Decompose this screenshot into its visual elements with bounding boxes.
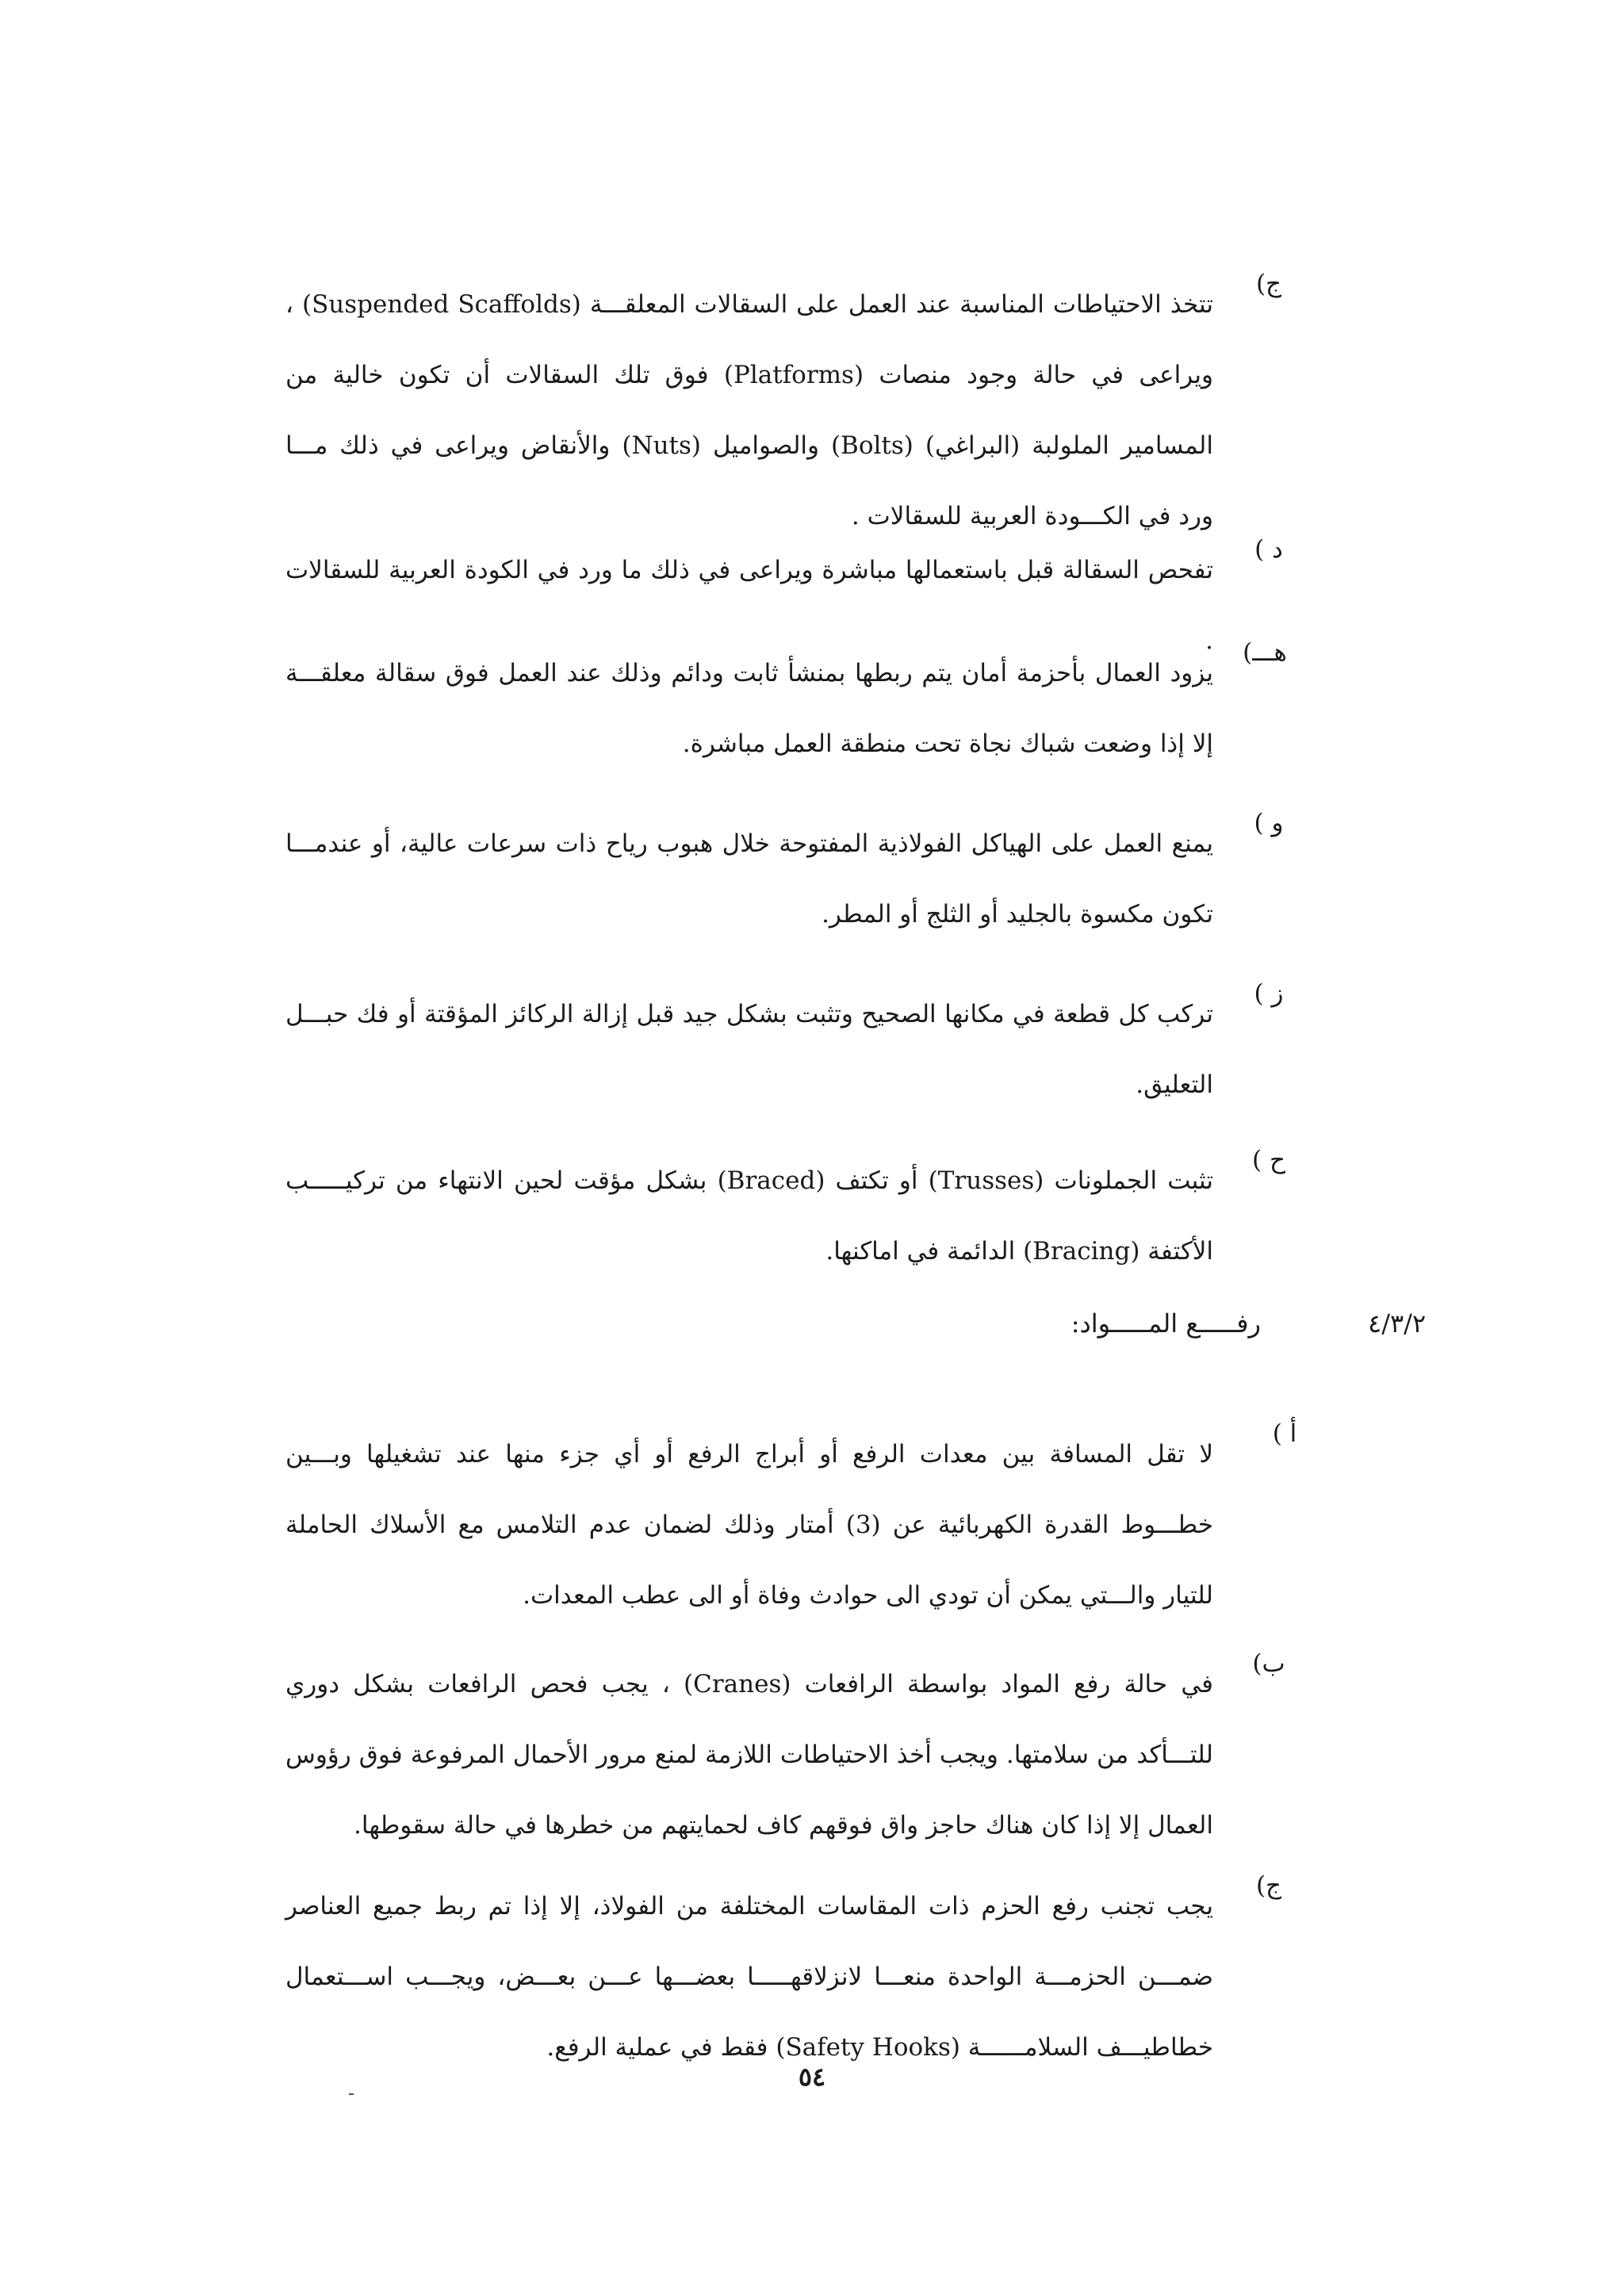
clause-text: في حالة رفع المواد بواسطة الرافعات (Cranes) ، يجب فحص الرافعات بشكل دوري للتـــأكد من سلامتها. ويجب أخذ الاحتياطات اللازمة لمنع مرور الأحمال المرفوعة فوق رؤوس العمال إلا إذا كان هناك حاجز واق فوقهم كاف لحمايتهم من خطرها في حالة سقوطها.: [285, 1670, 1213, 1840]
clause-text: تفحص السقالة قبل باستعمالها مباشرة ويراعى في ذلك ما ورد في الكودة العربية للسقالات .: [285, 556, 1213, 655]
section-number: ٤/٣/٢: [1368, 1308, 1427, 1338]
clause-label: ب): [1252, 1649, 1285, 1678]
clause-text: تتخذ الاحتياطات المناسبة عند العمل على السقالات المعلقـــة (Suspended Scaffolds) ، ويراعى في حالة وجود منصات (Platforms) فوق تلك السقالات أن تكون خالية من المسامير الملولبة (البراغي) (Bolts) والصواميل (Nuts) والأنقاض ويراعى في ذلك مـــا ورد في الكـــودة العربية للسقالات .: [285, 290, 1213, 530]
clause-ba: [0, 1649, 1624, 1863]
clause-zay: [0, 979, 1624, 1122]
clause-ha-2: [0, 1146, 1624, 1289]
clause-jim-2: [0, 1871, 1624, 2085]
section-title: رفـــــع المـــــواد:: [1071, 1308, 1261, 1338]
clause-text: يجب تجنب رفع الحزم ذات المقاسات المختلفة من الفولاذ، إلا إذا تم ربط جميع العناصر ضمـــن الحزمـــة الواحدة منعـــا لانزلاقهـــــا بعضـــها عـــن بعـــض، ويجـــب اســـتعمال خطاطيـــف السلامــــــة (Safety Hooks) فقط في عملية الرفع.: [285, 1892, 1213, 2062]
clause-label: أ ): [1272, 1419, 1297, 1448]
clause-label: ج): [1255, 1871, 1282, 1900]
clause-text: يزود العمال بأحزمة أمان يتم ربطها بمنشأ ثابت ودائم وذلك عند العمل فوق سقالة معلقـــة إلا إذا وضعت شباك نجاة تحت منطقة العمل مباشرة.: [285, 659, 1213, 758]
clause-label: و ): [1254, 809, 1284, 837]
clause-text: تركب كل قطعة في مكانها الصحيح وتثبت بشكل جيد قبل إزالة الركائز المؤقتة أو فك حبـــل التعليق.: [285, 1000, 1213, 1099]
clause-label: هـــ): [1243, 638, 1287, 667]
clause-label: د ): [1254, 535, 1283, 564]
clause-jim-1: [0, 270, 1624, 530]
clause-label: ح ): [1252, 1146, 1285, 1174]
page-number: ٥٤: [798, 2062, 826, 2092]
clause-text: تثبت الجملونات (Trusses) أو تكتف (Braced) بشكل مؤقت لحين الانتهاء من تركيـــــب الأكتفة (Bracing) الدائمة في اماكنها.: [285, 1166, 1214, 1266]
clause-text: لا تقل المسافة بين معدات الرفع أو أبراج الرفع أو أي جزء منها عند تشغيلها وبـــين خطـــوط القدرة الكهربائية عن (3) أمتار وذلك لضمان عدم التلامس مع الأسلاك الحاملة للتيار والـــتي يمكن أن تودي الى حوادث وفاة أو الى عطب المعدات.: [285, 1440, 1213, 1610]
clause-label: ز ): [1254, 979, 1284, 1008]
clause-alif: [0, 1419, 1624, 1633]
clause-ha: [0, 638, 1624, 781]
clause-label: ج): [1255, 270, 1282, 298]
scan-mark: [349, 2093, 354, 2095]
clause-text: يمنع العمل على الهياكل الفولاذية المفتوحة خلال هبوب رياح ذات سرعات عالية، أو عندمـــا تكون مكسوة بالجليد أو الثلج أو المطر.: [285, 829, 1213, 929]
clause-waw: [0, 809, 1624, 952]
